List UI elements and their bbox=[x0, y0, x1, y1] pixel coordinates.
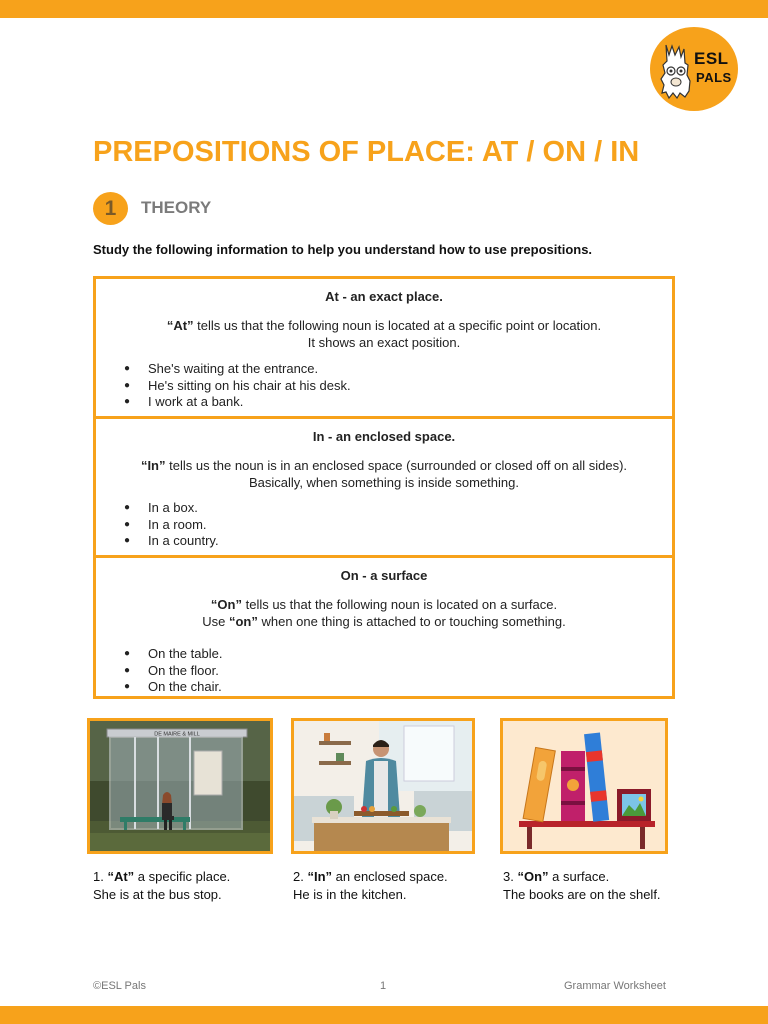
footer-copyright: ©ESL Pals bbox=[93, 980, 146, 992]
caption-prefix: 3. bbox=[503, 869, 518, 884]
keyword: “At” bbox=[166, 318, 194, 333]
intro-text: Study the following information to help you understand how to use prepositions. bbox=[93, 242, 593, 257]
list-item: ● On the table. bbox=[124, 646, 222, 663]
llama-icon bbox=[658, 41, 694, 99]
keyword: “On” bbox=[210, 597, 242, 612]
bus-stop-image bbox=[87, 718, 273, 854]
theory-box bbox=[93, 276, 675, 699]
list-item: ● I work at a bank. bbox=[124, 394, 351, 411]
caption-sentence: The books are on the shelf. bbox=[503, 887, 661, 902]
panel-description bbox=[96, 317, 672, 351]
kitchen-image bbox=[291, 718, 475, 854]
example-list bbox=[124, 361, 351, 411]
footer-page-number: 1 bbox=[380, 980, 387, 992]
panel-at bbox=[96, 279, 672, 416]
caption-keyword: “On” bbox=[517, 869, 549, 884]
list-item: ● She's waiting at the entrance. bbox=[124, 361, 351, 378]
books-on-shelf-image bbox=[500, 718, 668, 854]
panel-heading: On - a surface bbox=[340, 568, 428, 583]
top-accent-bar bbox=[0, 0, 768, 18]
example-list bbox=[124, 500, 219, 550]
bottom-accent-bar bbox=[0, 1006, 768, 1024]
caption-text: a specific place. bbox=[134, 869, 231, 884]
bus-stop-sign-text: DE MAIRE & MILL bbox=[154, 731, 200, 738]
page-title: PREPOSITIONS OF PLACE: AT / ON / IN bbox=[93, 136, 640, 168]
panel-on bbox=[96, 555, 672, 699]
caption-3 bbox=[503, 868, 661, 904]
description-text: tells us the noun is in an enclosed space (surrounded or closed off on all sides). bbox=[165, 458, 628, 473]
footer-worksheet-label: Grammar Worksheet bbox=[564, 980, 666, 992]
caption-keyword: “In” bbox=[307, 869, 333, 884]
caption-prefix: 1. bbox=[93, 869, 108, 884]
list-item: ● In a box. bbox=[124, 500, 219, 517]
section-number-badge: 1 bbox=[93, 192, 128, 225]
panel-in bbox=[96, 416, 672, 555]
caption-2 bbox=[293, 868, 448, 904]
description-text: tells us that the following noun is located at a specific point or location. bbox=[193, 318, 602, 333]
keyword: “In” bbox=[140, 458, 166, 473]
caption-text: a surface. bbox=[548, 869, 610, 884]
panel-description bbox=[96, 457, 672, 491]
caption-text: an enclosed space. bbox=[332, 869, 448, 884]
description-text: tells us that the following noun is located on a surface. bbox=[241, 597, 558, 612]
section-label: THEORY bbox=[141, 198, 212, 217]
logo-text-pals: PALS bbox=[696, 70, 732, 85]
description-text: Basically, when something is inside something. bbox=[248, 475, 519, 490]
example-list bbox=[124, 646, 222, 696]
list-item: ● In a room. bbox=[124, 517, 219, 534]
caption-keyword: “At” bbox=[107, 869, 135, 884]
list-item: ● In a country. bbox=[124, 533, 219, 550]
description-text: when one thing is attached to or touching something. bbox=[257, 614, 566, 629]
caption-sentence: He is in the kitchen. bbox=[293, 887, 407, 902]
caption-prefix: 2. bbox=[293, 869, 308, 884]
caption-sentence: She is at the bus stop. bbox=[93, 887, 222, 902]
list-item: ● He's sitting on his chair at his desk. bbox=[124, 378, 351, 395]
panel-heading: At - an exact place. bbox=[325, 289, 443, 304]
list-item: ● On the floor. bbox=[124, 663, 222, 680]
esl-pals-logo bbox=[650, 27, 738, 111]
panel-heading: In - an enclosed space. bbox=[312, 429, 456, 444]
keyword: “on” bbox=[228, 614, 258, 629]
logo-text-esl: ESL bbox=[694, 49, 729, 68]
description-text: It shows an exact position. bbox=[307, 335, 461, 350]
list-item: ● On the chair. bbox=[124, 679, 222, 696]
caption-1 bbox=[93, 868, 230, 904]
description-text: Use bbox=[202, 614, 229, 629]
panel-description bbox=[96, 596, 672, 630]
